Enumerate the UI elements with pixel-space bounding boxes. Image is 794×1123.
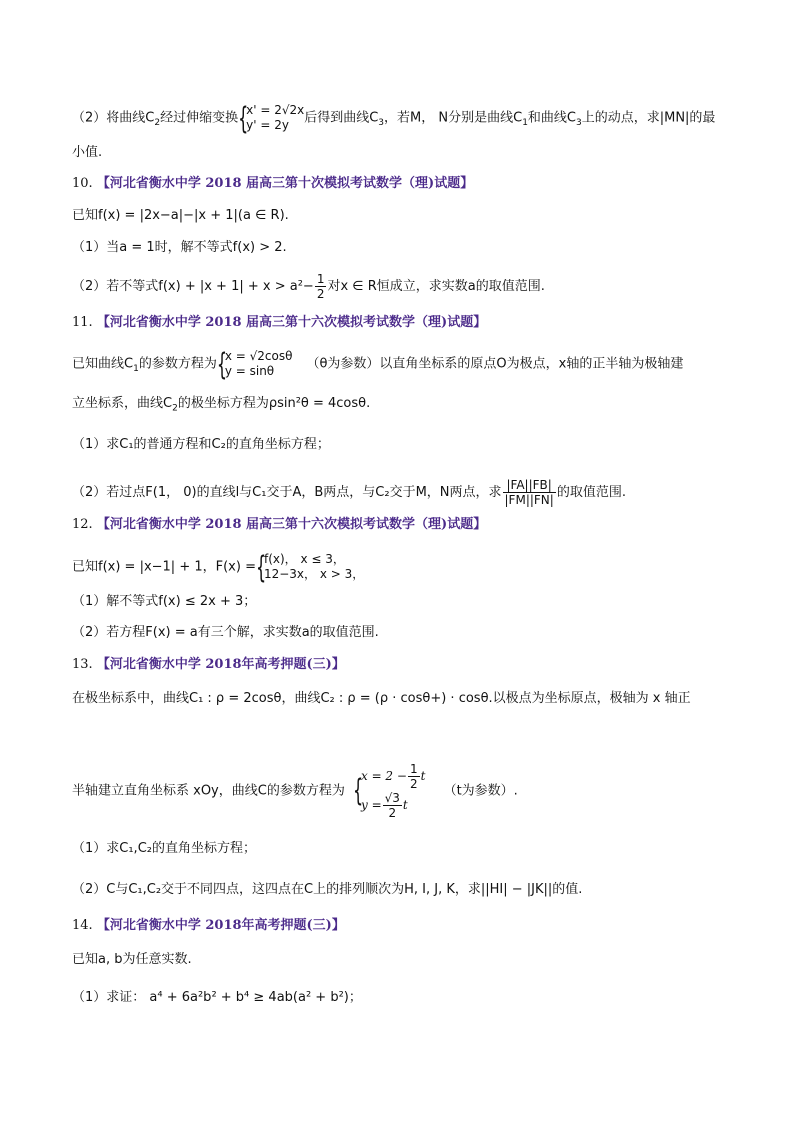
question-source: 【河北省衡水中学 2018年高考押题(三)】 [96, 918, 345, 933]
q12-sys-line: 12−3x， x > 3， [263, 567, 365, 581]
q9-cont: 小值. [72, 145, 103, 160]
q11-sys-line: { x = √2cosθ [224, 349, 293, 363]
q9-sub: 1 [522, 118, 528, 129]
q9-text: 经过伸缩变换 [160, 110, 239, 126]
q13-expr: t [402, 798, 408, 812]
question-number: 12. [72, 517, 93, 532]
q9-transform-system [238, 103, 304, 133]
question-source: 【河北省衡水中学 2018 届高三第十六次模拟考试数学（理)试题】 [96, 517, 487, 532]
question-source: 【河北省衡水中学 2018 届高三第十次模拟考试数学（理)试题】 [96, 176, 474, 191]
q13-stem: 在极坐标系中，曲线C₁ : ρ = 2cosθ，曲线C₂ : ρ = (ρ · cosθ+) · cosθ.以极点为坐标原点，极轴为 x 轴正 [72, 691, 691, 706]
q11-text: 立坐标系，曲线C [72, 396, 173, 411]
q11-sub: 1 [133, 364, 139, 375]
numerator: √3 [384, 791, 400, 805]
denominator: 2 [409, 777, 418, 791]
q11-heading [72, 313, 486, 333]
question-number: 10. [72, 176, 93, 191]
q11-part2 [72, 478, 626, 507]
q12-part2: （2）若方程F(x) = a有三个解，求实数a的取值范围. [72, 625, 379, 640]
q11-stem [72, 349, 683, 379]
q9-text: 后得到曲线C [304, 110, 379, 126]
q10-heading [72, 174, 473, 194]
q12-stem [72, 552, 364, 582]
q13-expr: y = [360, 798, 382, 812]
q9-text: 和曲线C [527, 110, 576, 126]
fraction [503, 478, 556, 507]
q12-heading [72, 515, 486, 535]
q11-text: （2）若过点F(1， 0)的直线l与C₁交于A，B两点，与C₂交于M，N两点，求 [72, 485, 502, 500]
q13-text: 半轴建立直角坐标系 xOy，曲线C的参数方程为 [72, 783, 345, 799]
q14-part1: （1）求证： a⁴ + 6a²b² + b⁴ ≥ 4ab(a² + b²)； [72, 990, 362, 1005]
question-source: 【河北省衡水中学 2018 届高三第十六次模拟考试数学（理)试题】 [96, 315, 487, 330]
q14-heading [72, 916, 345, 936]
q11-stem2 [72, 394, 370, 419]
denominator: 2 [316, 287, 325, 301]
q10-stem: 已知f(x) = |2x−a|−|x + 1|(a ∈ R). [72, 208, 289, 223]
q13-sys-line [361, 791, 425, 820]
question-source: 【河北省衡水中学 2018年高考押题(三)】 [96, 657, 345, 672]
q9-text: ，若M， N分别是曲线C [384, 110, 523, 126]
q13-text: （t为参数）. [443, 783, 518, 799]
q12-part1: （1）解不等式f(x) ≤ 2x + 3； [72, 594, 257, 609]
q11-parametric-system [217, 349, 293, 379]
q10-part2 [72, 272, 545, 301]
q14-stem: 已知a, b为任意实数. [72, 952, 192, 967]
denominator: 2 [388, 806, 397, 820]
q13-part2: （2）C与C₁,C₂交于不同四点，这四点在C上的排列顺次为H, I, J, K，求||HI| − |JK||的值. [72, 882, 583, 897]
q13-stem2 [72, 762, 518, 820]
numerator: 1 [316, 272, 325, 286]
q13-expr: x = 2 − [360, 769, 407, 783]
q11-text: 已知曲线C [72, 356, 134, 372]
q11-text: （θ为参数）以直角坐标系的原点O为极点，x轴的正半轴为极轴建 [306, 356, 684, 372]
q11-text: 的取值范围. [556, 485, 626, 500]
q11-text: 的参数方程为 [138, 356, 217, 372]
q9-sub: 2 [154, 118, 161, 129]
q11-sys-line: y = sinθ [224, 364, 275, 378]
q10-text: （2）若不等式f(x) + |x + 1| + x > a²− [72, 279, 314, 294]
q12-sys-line: { f(x)， x ≤ 3， [263, 552, 345, 566]
question-number: 13. [72, 657, 93, 672]
q12-piecewise-system [256, 552, 364, 582]
fraction [408, 762, 420, 791]
q9-part2-line [72, 103, 715, 133]
fraction [383, 791, 402, 820]
q9-sub: 3 [378, 118, 385, 129]
q9-sys-line: y' = 2y [246, 118, 289, 132]
q13-expr: t [420, 769, 426, 783]
q9-sub: 3 [576, 118, 582, 129]
q11-sub: 2 [172, 403, 178, 414]
question-number: 14. [72, 918, 93, 933]
q11-text: 的极坐标方程为ρsin²θ = 4cosθ. [177, 396, 371, 411]
q10-part1: （1）当a = 1时，解不等式f(x) > 2. [72, 240, 287, 255]
q11-part1: （1）求C₁的普通方程和C₂的直角坐标方程； [72, 437, 330, 452]
q12-text: 已知f(x) = |x−1| + 1，F(x) = [72, 559, 256, 575]
fraction [315, 272, 327, 301]
q9-text: 上的动点，求|MN|的最 [581, 110, 716, 126]
numerator: |FA||FB| [503, 478, 556, 493]
q9-sys-line: { x' = 2√2x [246, 103, 305, 117]
question-number: 11. [72, 315, 93, 330]
q10-text: 对x ∈ R恒成立，求实数a的取值范围. [327, 279, 545, 294]
q13-sys-line [361, 762, 425, 791]
numerator: 1 [409, 762, 418, 776]
q13-parametric-system [353, 762, 425, 820]
q9-text: （2）将曲线C [72, 110, 155, 126]
q13-part1: （1）求C₁,C₂的直角坐标方程； [72, 841, 256, 856]
q13-heading [72, 655, 345, 675]
denominator: |FM||FN| [504, 493, 554, 507]
